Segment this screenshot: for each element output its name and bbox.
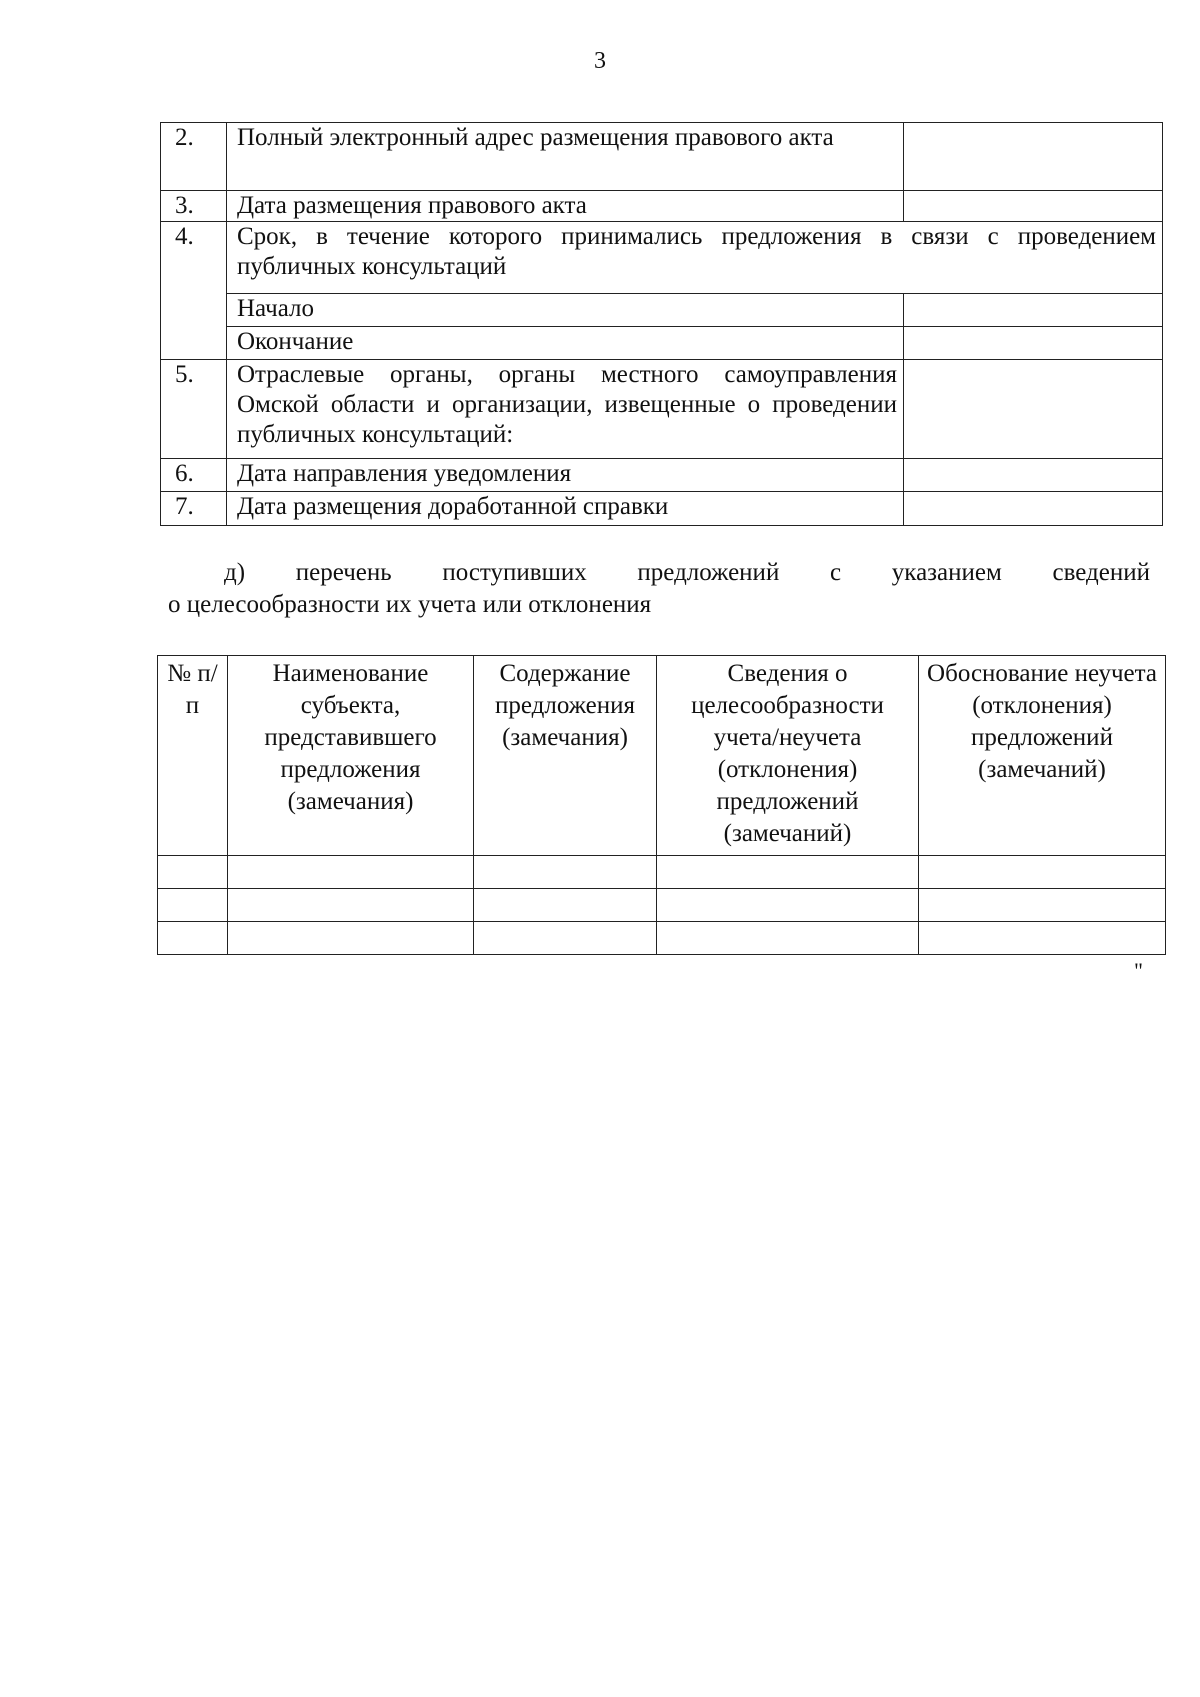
table-row	[161, 459, 1163, 492]
row-value-cell	[904, 191, 1163, 222]
column-header-content: Содержание предложения (замечания)	[474, 656, 657, 856]
table-header-row	[158, 656, 1166, 856]
table-cell	[474, 855, 657, 888]
proposals-paragraph	[168, 557, 1150, 621]
column-header-expediency: Сведения о целесообразности учета/неучета (отклонения) предложений (замечаний)	[657, 656, 919, 856]
proposals-table	[157, 655, 1166, 955]
row-label: Дата размещения правового акта	[227, 191, 904, 222]
table-cell	[158, 855, 228, 888]
page-number: 3	[594, 48, 606, 74]
table-cell	[228, 888, 474, 921]
table-cell	[657, 888, 919, 921]
table-row	[161, 360, 1163, 459]
column-header-justification: Обоснование неучета (отклонения) предложений (замечаний)	[919, 656, 1166, 856]
row-number: 3.	[161, 191, 227, 222]
table-cell	[474, 921, 657, 954]
row-value-cell	[904, 360, 1163, 459]
row-value-cell	[904, 123, 1163, 191]
column-header-subject: Наименование субъекта, представившего предложения (замечания)	[228, 656, 474, 856]
table-cell	[657, 921, 919, 954]
table-cell	[919, 855, 1166, 888]
table-cell	[657, 855, 919, 888]
row-label: Срок, в течение которого принимались предложения в связи с проведением публичных консультаций	[227, 222, 1163, 294]
row-value-cell	[904, 492, 1163, 526]
row-number: 5.	[161, 360, 227, 459]
table-row	[161, 492, 1163, 526]
table-cell	[228, 921, 474, 954]
row-number: 7.	[161, 492, 227, 526]
table-row	[158, 888, 1166, 921]
table-row	[158, 855, 1166, 888]
table-cell	[158, 921, 228, 954]
table-row	[158, 921, 1166, 954]
row-value-cell	[904, 459, 1163, 492]
row-label: Полный электронный адрес размещения правового акта	[227, 123, 904, 191]
row-label: Начало	[227, 294, 904, 327]
row-value-cell	[904, 294, 1163, 327]
table-row	[161, 222, 1163, 294]
row-label: Отраслевые органы, органы местного самоуправления Омской области и организации, извещенные о проведении публичных консультаций:	[227, 360, 904, 459]
row-number: 4.	[161, 222, 227, 360]
row-value-cell	[904, 327, 1163, 360]
row-label: Дата размещения доработанной справки	[227, 492, 904, 526]
table-cell	[158, 888, 228, 921]
table-cell	[919, 888, 1166, 921]
row-number: 6.	[161, 459, 227, 492]
table-row	[161, 294, 1163, 327]
row-label: Дата направления уведомления	[227, 459, 904, 492]
table-row	[161, 327, 1163, 360]
row-label: Окончание	[227, 327, 904, 360]
closing-quote-mark: "	[1134, 958, 1143, 983]
legal-act-info-table	[160, 122, 1163, 526]
table-cell	[919, 921, 1166, 954]
row-number: 2.	[161, 123, 227, 191]
table-row	[161, 123, 1163, 191]
table-cell	[474, 888, 657, 921]
table-cell	[228, 855, 474, 888]
paragraph-line: о целесообразности их учета или отклонения	[168, 591, 652, 618]
table-row	[161, 191, 1163, 222]
column-header-number: № п/п	[158, 656, 228, 856]
paragraph-line: д) перечень поступивших предложений с указанием сведений	[224, 559, 1150, 586]
